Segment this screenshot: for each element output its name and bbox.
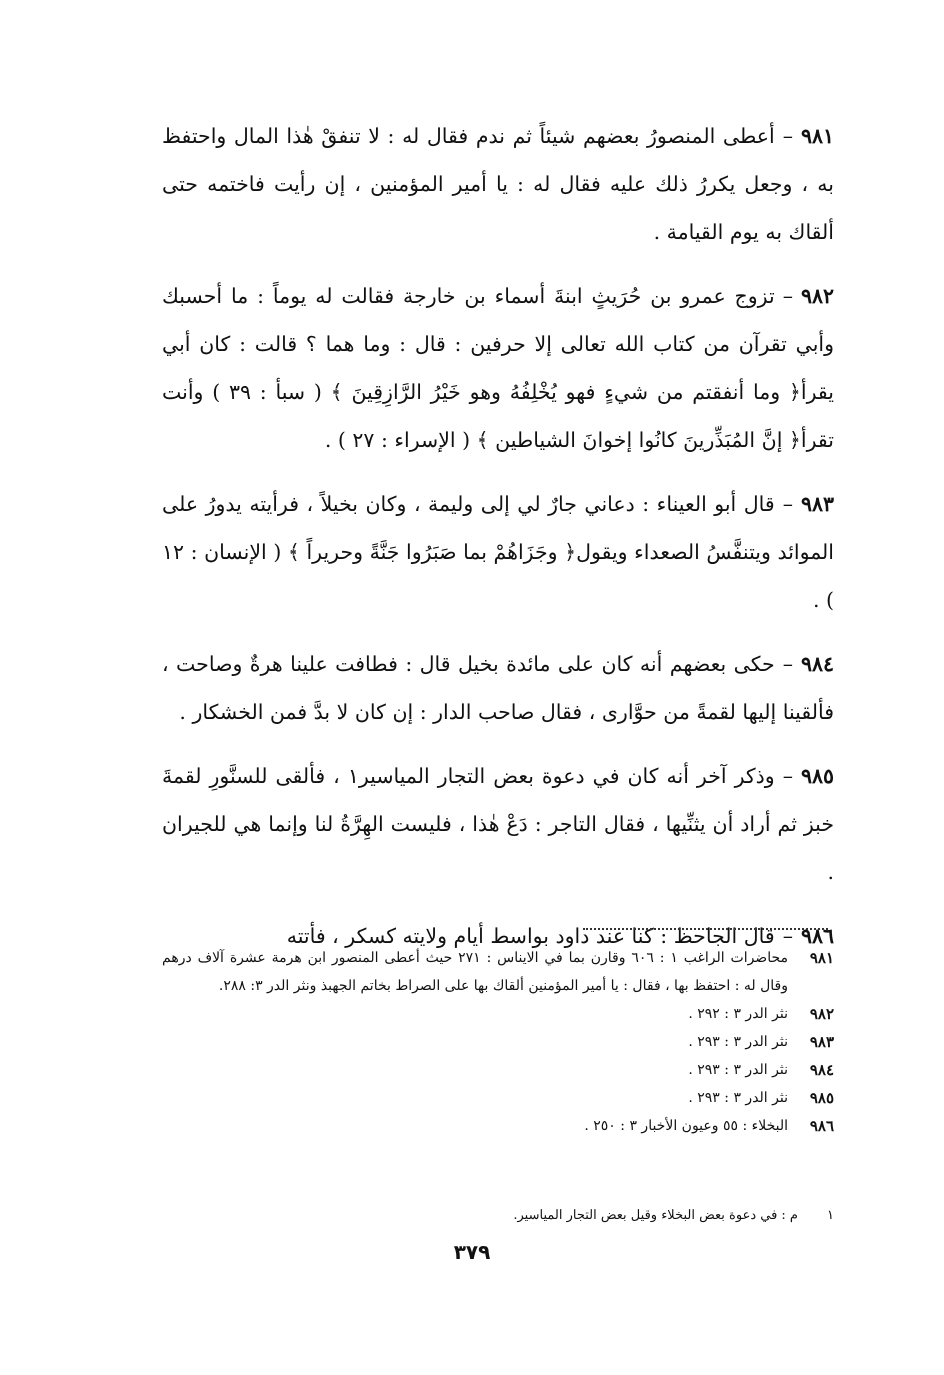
entry-text: تزوج عمرو بن حُرَيثٍ ابنةَ أسماء بن خارجة فقالت له يوماً : ما أحسبك وأبي تقرآن من كتاب الله تعالى إلا حرفين : قال : وما هما ؟ قالت : كان أبي يقرأ﴿ وما أنفقتم من شيءٍ فهو يُخْلِفُهُ وهو خَيْرُ الرَّازِقِينَ ﴾ ( سبأ : ٣٩ ) وأنت تقرأ﴿ إنَّ المُبَذِّرينَ كانُوا إخوانَ الشياطين ﴾ ( الإسراء : ٢٧ ) .	[162, 284, 834, 452]
note-983	[162, 1028, 834, 1056]
note-number: ٩٨٢	[809, 1005, 834, 1023]
entry-number: ٩٨٤	[800, 652, 834, 676]
page-number: ٣٧٩	[453, 1240, 491, 1264]
entry-982	[162, 272, 834, 464]
entry-number: ٩٨٦	[800, 924, 834, 948]
entry-dash: –	[782, 124, 793, 148]
note-982	[162, 1000, 834, 1028]
footnote-text: م : في دعوة بعض البخلاء وقيل بعض التجار المياسير.	[513, 1208, 798, 1223]
note-text: نثر الدر ٣ : ٢٩٣ .	[688, 1062, 788, 1078]
note-number: ٩٨٦	[809, 1117, 834, 1135]
entry-dash: –	[782, 764, 793, 788]
footnote-number: ١	[827, 1208, 834, 1223]
entry-text: وذكر آخر أنه كان في دعوة بعض التجار المياسير١ ، فألقى للسنَّورِ لقمةَ خبز ثم أراد أن يثنِّيها ، فقال التاجر : دَعْ هٰذا ، فليست الهِرَّةُ لنا وإنما هي للجيران .	[162, 764, 834, 884]
notes-separator	[583, 928, 828, 930]
note-985	[162, 1084, 834, 1112]
entry-number: ٩٨٢	[800, 284, 834, 308]
note-text: محاضرات الراغب ١ : ٦٠٦ وقارن بما في الايناس : ٢٧١ حيث أعطى المنصور ابن هرمة عشرة آلاف درهم وقال له : احتفظ بها ، فقال : يا أمير المؤمنين ألقاك بها على الصراط بخاتم الجهبذ ونثر الدر ٣: ٢٨٨.	[162, 950, 788, 994]
entry-number: ٩٨٣	[800, 492, 834, 516]
entry-981	[162, 112, 834, 256]
entry-text: قال الجاحظ : كنا عند داود بواسط أيام ولايته كسكر ، فأتته	[286, 924, 775, 948]
main-text	[162, 112, 834, 960]
note-981	[162, 944, 834, 1000]
footnote	[162, 1204, 834, 1228]
note-984	[162, 1056, 834, 1084]
note-number: ٩٨١	[809, 949, 834, 967]
entry-dash: –	[782, 284, 793, 308]
entry-dash: –	[782, 492, 793, 516]
entry-983	[162, 480, 834, 624]
source-notes	[162, 944, 834, 1140]
note-number: ٩٨٤	[809, 1061, 834, 1079]
entry-985	[162, 752, 834, 896]
entry-dash: –	[782, 924, 793, 948]
entry-984	[162, 640, 834, 736]
entry-text: أعطى المنصورُ بعضهم شيئاً ثم ندم فقال له : لا تنفقْ هٰذا المال واحتفظ به ، وجعل يكررُ ذلك عليه فقال له : يا أمير المؤمنين ، إن رأيت فاختمه حتى ألقاك به يوم القيامة .	[162, 124, 834, 244]
entry-number: ٩٨١	[800, 124, 834, 148]
note-number: ٩٨٣	[809, 1033, 834, 1051]
entry-text: حكى بعضهم أنه كان على مائدة بخيل قال : فطافت علينا هرةٌ وصاحت ، فألقينا إليها لقمةً من حوَّارى ، فقال صاحب الدار : إن كان لا بدَّ فمن الخشكار .	[162, 652, 834, 724]
note-text: البخلاء : ٥٥ وعيون الأخبار ٣ : ٢٥٠ .	[584, 1118, 788, 1134]
note-text: نثر الدر ٣ : ٢٩٣ .	[688, 1090, 788, 1106]
entry-number: ٩٨٥	[800, 764, 835, 788]
entry-dash: –	[782, 652, 793, 676]
note-text: نثر الدر ٣ : ٢٩٢ .	[688, 1006, 788, 1022]
entry-text: قال أبو العيناء : دعاني جارٌ لي إلى وليمة ، وكان بخيلاً ، فرأيته يدورُ على الموائد ويتنفَّسُ الصعداء ويقول﴿ وجَزَاهُمْ بما صَبَرُوا جَنَّةً وحريراً ﴾ ( الإنسان : ١٢ ) .	[162, 492, 834, 612]
note-number: ٩٨٥	[809, 1089, 834, 1107]
note-text: نثر الدر ٣ : ٢٩٣ .	[688, 1034, 788, 1050]
note-986	[162, 1112, 834, 1140]
